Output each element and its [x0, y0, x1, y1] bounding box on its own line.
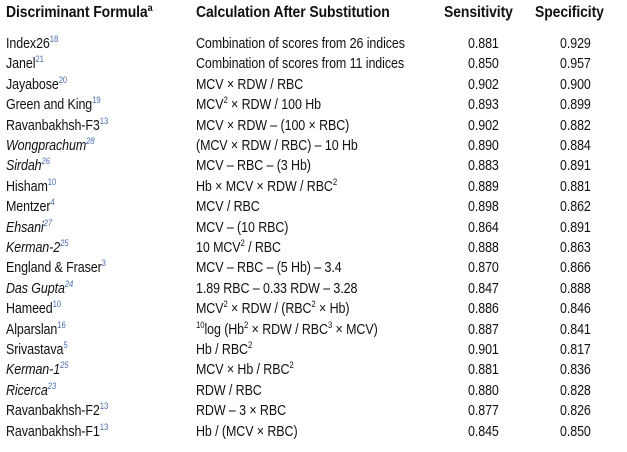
reference-number: 13	[99, 115, 109, 126]
formula-name-text: Ricerca	[6, 382, 48, 399]
calculation: MCV × RDW – (100 × RBC)	[196, 117, 350, 134]
sensitivity-value: 0.889	[468, 178, 499, 195]
formula-name	[6, 54, 44, 74]
formula-name	[6, 340, 68, 360]
reference-number: 24	[64, 278, 74, 289]
formula-name-text: Hameed	[6, 301, 53, 318]
sensitivity-value: 0.850	[468, 56, 499, 73]
sensitivity-value: 0.864	[468, 219, 499, 236]
formula-name-text: Srivastava	[6, 342, 64, 358]
calculation: RDW / RBC	[196, 382, 262, 399]
specificity-value: 0.841	[560, 321, 591, 338]
calculation: 10 MCV$^2$ / RBC	[196, 238, 281, 256]
formula-name	[6, 197, 55, 217]
specificity-value: 0.846	[560, 301, 591, 318]
formula-name-text: Ehsani	[6, 219, 44, 236]
specificity-value: 0.826	[560, 403, 591, 420]
table-row	[0, 401, 627, 421]
calculation: MCV – (10 RBC)	[196, 219, 289, 236]
formula-name	[6, 116, 108, 136]
sensitivity-value: 0.893	[468, 97, 499, 114]
sensitivity-value: 0.902	[468, 117, 499, 134]
table-row	[0, 95, 627, 115]
formula-name	[6, 75, 67, 95]
reference-number: 13	[99, 421, 109, 432]
formula-name	[6, 34, 58, 54]
sensitivity-value: 0.888	[468, 240, 499, 256]
table-row	[0, 381, 627, 401]
formula-name-text: Jayabose	[6, 76, 59, 93]
reference-number: 19	[92, 95, 101, 106]
sensitivity-value: 0.870	[468, 260, 499, 277]
specificity-value: 0.850	[560, 423, 591, 440]
header-formula-note: a	[147, 2, 153, 14]
specificity-value: 0.929	[560, 36, 591, 52]
calculation: MCV × Hb / RBC$^2$	[196, 360, 294, 379]
table-row	[0, 75, 627, 95]
reference-number: 5	[63, 340, 68, 351]
specificity-value: 0.828	[560, 382, 591, 399]
calculation: MCV × RDW / RBC	[196, 76, 304, 93]
specificity-value: 0.862	[560, 199, 591, 216]
table-row	[0, 340, 627, 360]
calculation: Hb × MCV × RDW / RBC$^2$	[196, 176, 338, 195]
formula-name-text: Kerman-2	[6, 240, 61, 256]
reference-number: 10	[47, 176, 57, 187]
header-calculation: Calculation After Substitution	[196, 4, 390, 21]
table-row	[0, 299, 627, 319]
sensitivity-value: 0.901	[468, 342, 499, 358]
table-row	[0, 320, 627, 340]
calculation: (MCV × RDW / RBC) – 10 Hb	[196, 138, 358, 154]
sensitivity-value: 0.847	[468, 280, 499, 297]
calculation: Combination of scores from 11 indices	[196, 56, 404, 73]
formula-name	[6, 238, 69, 258]
reference-number: 3	[101, 258, 106, 269]
table-row	[0, 197, 627, 217]
calculation: 1.89 RBC – 0.33 RDW – 3.28	[196, 280, 358, 297]
formula-name-text: England & Fraser	[6, 260, 102, 277]
calculation: MCV – RBC – (5 Hb) – 3.4	[196, 260, 342, 277]
reference-number: 21	[35, 54, 44, 65]
formula-name-text: Index26	[6, 36, 50, 52]
reference-number: 13	[99, 401, 109, 412]
formula-name-text: Janel	[6, 56, 36, 73]
formula-name	[6, 279, 73, 299]
reference-number: 25	[60, 360, 69, 371]
sensitivity-value: 0.881	[468, 36, 499, 52]
formula-name	[6, 320, 66, 340]
table-row	[0, 238, 627, 258]
formula-name-text: Green and King	[6, 97, 93, 114]
sensitivity-value: 0.877	[468, 403, 499, 420]
formula-name	[6, 360, 69, 380]
specificity-value: 0.900	[560, 76, 591, 93]
specificity-value: 0.891	[560, 219, 591, 236]
formula-name-text: Wongprachum	[6, 138, 87, 154]
sensitivity-value: 0.890	[468, 138, 499, 154]
table-row	[0, 54, 627, 74]
sensitivity-value: 0.886	[468, 301, 499, 318]
calculation: MCV / RBC	[196, 199, 260, 216]
sensitivity-value: 0.887	[468, 321, 499, 338]
reference-number: 26	[41, 156, 50, 167]
calculation: MCV – RBC – (3 Hb)	[196, 158, 311, 175]
calculation: $^{10}$log ($Hb^2$ × RDW / $RBC^3 \times MCV$)	[196, 319, 378, 338]
sensitivity-value: 0.898	[468, 199, 499, 216]
sensitivity-value: 0.880	[468, 382, 499, 399]
table-row	[0, 34, 627, 54]
specificity-value: 0.888	[560, 280, 591, 297]
sensitivity-value: 0.845	[468, 423, 499, 440]
calculation: Combination of scores from 26 indices	[196, 36, 405, 52]
formula-name-text: Ravanbakhsh-F1	[6, 423, 100, 440]
specificity-value: 0.817	[560, 342, 591, 358]
specificity-value: 0.866	[560, 260, 591, 277]
formula-name	[6, 95, 101, 115]
calculation: Hb / (MCV × RBC)	[196, 423, 298, 440]
formula-name-text: Ravanbakhsh-F3	[6, 117, 100, 134]
formula-name	[6, 218, 52, 238]
header-sensitivity: Sensitivity	[444, 4, 513, 21]
reference-number: 16	[57, 319, 66, 330]
formula-name	[6, 401, 108, 421]
reference-number: 10	[52, 299, 62, 310]
formula-name	[6, 422, 108, 442]
specificity-value: 0.882	[560, 117, 591, 134]
table-row	[0, 116, 627, 136]
reference-number: 27	[43, 217, 53, 228]
calculation: $MCV^2$ × RDW / $(RBC^2 \times Hb)$	[196, 299, 350, 318]
sensitivity-value: 0.902	[468, 76, 499, 93]
formula-name-text: Das Gupta	[6, 280, 65, 297]
reference-number: 23	[47, 380, 57, 391]
specificity-value: 0.884	[560, 138, 591, 154]
formula-name	[6, 258, 106, 278]
formula-name-text: Mentzer	[6, 199, 51, 216]
formula-name	[6, 156, 50, 176]
table-row	[0, 279, 627, 299]
formula-name	[6, 177, 56, 197]
specificity-value: 0.891	[560, 158, 591, 175]
specificity-value: 0.863	[560, 240, 591, 256]
formula-name-text: Alparslan	[6, 321, 58, 338]
formula-name	[6, 136, 95, 156]
reference-number: 25	[60, 238, 69, 249]
calculation: Hb / RBC$^2$	[196, 340, 253, 358]
table-row	[0, 177, 627, 197]
specificity-value: 0.881	[560, 178, 591, 195]
table-row	[0, 422, 627, 442]
reference-number: 18	[49, 34, 59, 45]
header-specificity: Specificity	[535, 4, 604, 21]
reference-number: 4	[50, 197, 55, 208]
calculation: $MCV^2$ × RDW / 100 Hb	[196, 95, 321, 114]
table-row	[0, 136, 627, 156]
formula-name	[6, 299, 61, 319]
calculation: RDW – 3 × RBC	[196, 403, 287, 420]
reference-number: 28	[86, 136, 95, 147]
table-row	[0, 156, 627, 176]
formula-name-text: Sirdah	[6, 158, 42, 175]
table-header	[0, 2, 627, 22]
specificity-value: 0.899	[560, 97, 591, 114]
table-row	[0, 258, 627, 278]
formula-name-text: Ravanbakhsh-F2	[6, 403, 100, 420]
specificity-value: 0.836	[560, 362, 591, 379]
formula-name-text: Hisham	[6, 178, 48, 195]
formula-name-text: Kerman-1	[6, 362, 61, 379]
table-row	[0, 218, 627, 238]
reference-number: 20	[58, 74, 68, 85]
formula-name	[6, 381, 56, 401]
sensitivity-value: 0.881	[468, 362, 499, 379]
sensitivity-value: 0.883	[468, 158, 499, 175]
specificity-value: 0.957	[560, 56, 591, 73]
table-row	[0, 360, 627, 380]
header-formula: Discriminant Formula$^a$	[6, 2, 153, 21]
